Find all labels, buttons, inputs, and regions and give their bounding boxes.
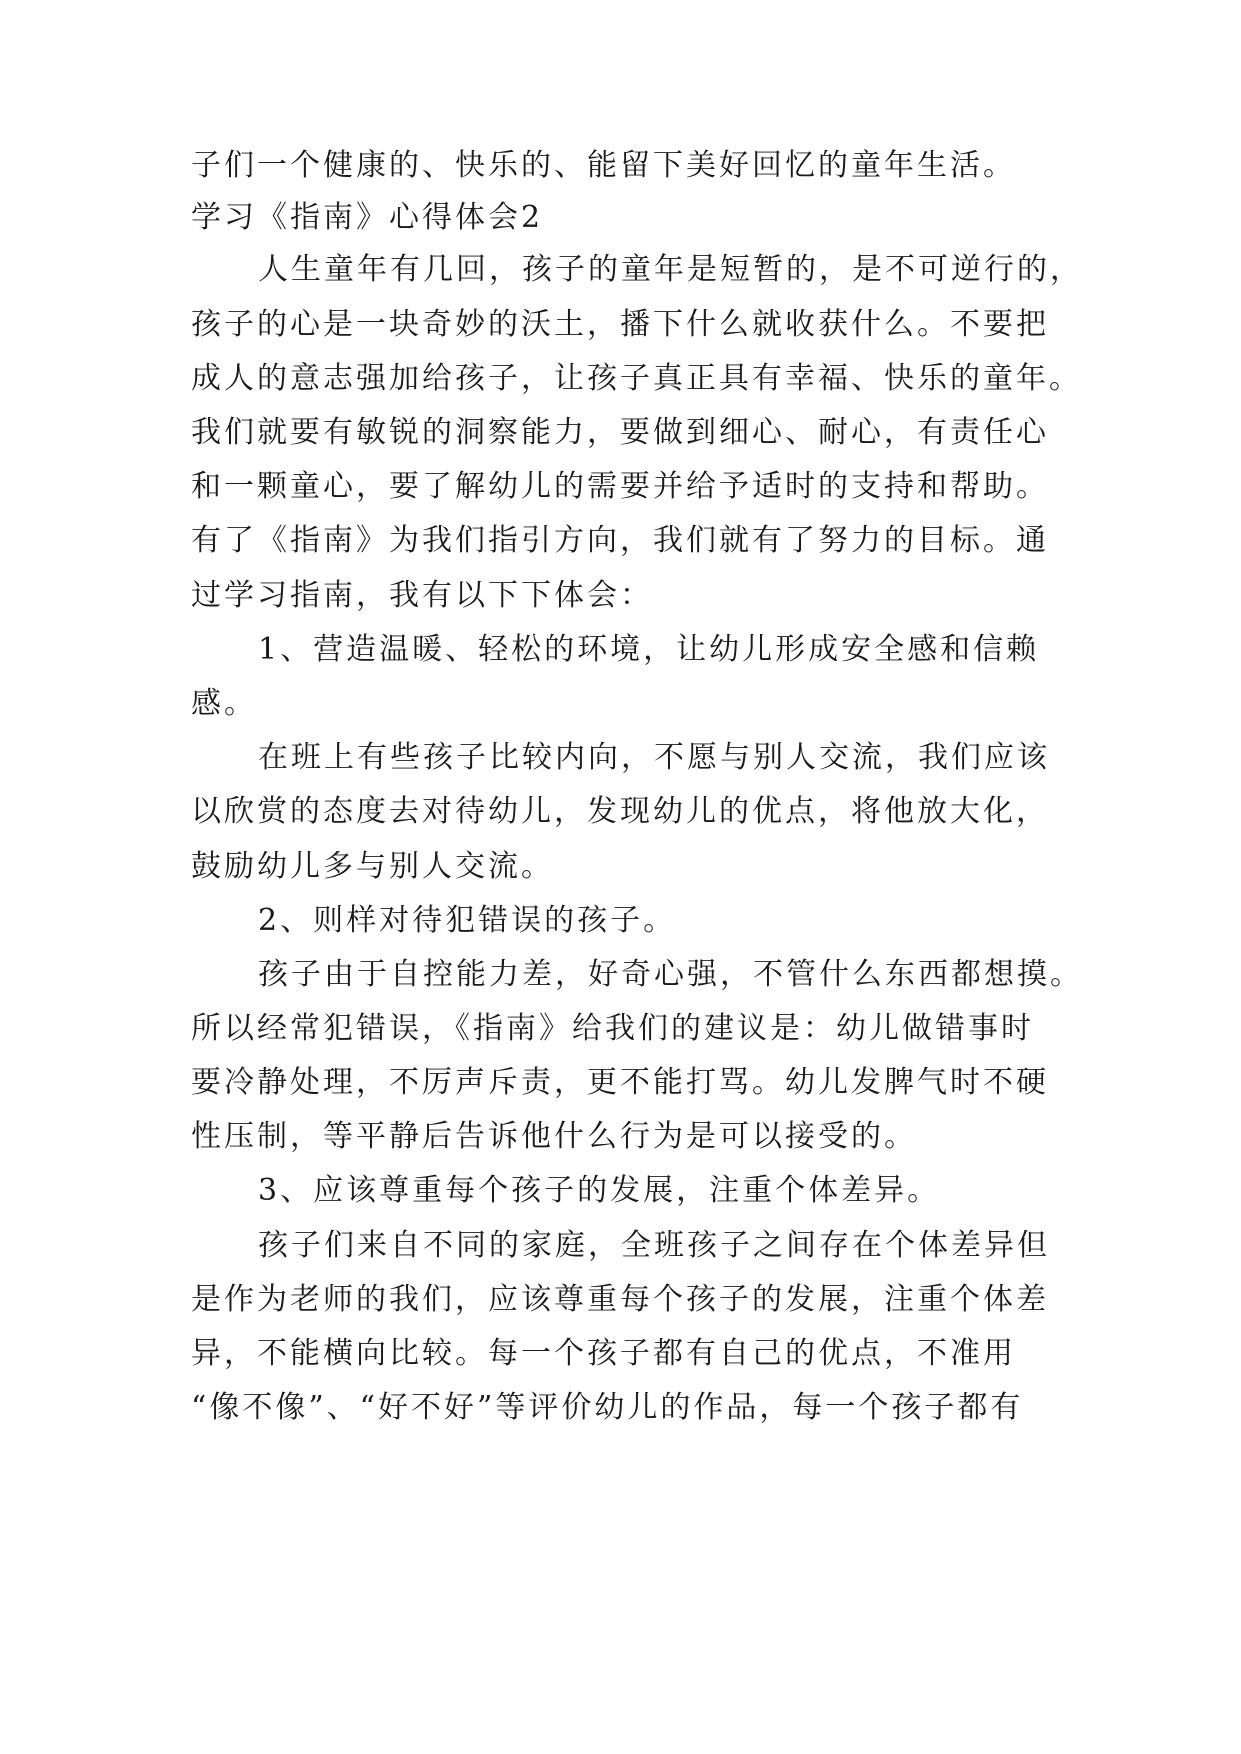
text-line: 在班上有些孩子比较内向，不愿与别人交流，我们应该: [258, 740, 1050, 775]
text-line: 有了《指南》为我们指引方向，我们就有了努力的目标。通: [191, 523, 1049, 558]
text-line: 过学习指南，我有以下下体会：: [191, 578, 653, 613]
text-line: 是作为老师的我们，应该尊重每个孩子的发展，注重个体差: [191, 1282, 1049, 1317]
text-line: 成人的意志强加给孩子，让孩子真正具有幸福、快乐的童年。: [191, 361, 1082, 396]
text-line: 感。: [191, 686, 257, 721]
list-item-heading: 3、应该尊重每个孩子的发展，注重个体差异。: [258, 1173, 941, 1208]
text-line: 以欣赏的态度去对待幼儿，发现幼儿的优点，将他放大化，: [191, 794, 1049, 829]
text-line: 要冷静处理，不厉声斥责，更不能打骂。幼儿发脾气时不硬: [191, 1065, 1049, 1100]
text-line: 我们就要有敏锐的洞察能力，要做到细心、耐心，有责任心: [191, 415, 1049, 450]
text-line: 孩子由于自控能力差，好奇心强，不管什么东西都想摸。: [258, 957, 1083, 992]
list-item-heading: 2、则样对待犯错误的孩子。: [258, 903, 677, 938]
text-line: 人生童年有几回，孩子的童年是短暂的，是不可逆行的，: [258, 252, 1083, 287]
text-line: 孩子的心是一块奇妙的沃土，播下什么就收获什么。不要把: [191, 307, 1049, 342]
text-line: 孩子们来自不同的家庭，全班孩子之间存在个体差异但: [258, 1228, 1050, 1263]
text-line: 子们一个健康的、快乐的、能留下美好回忆的童年生活。: [191, 148, 1016, 183]
text-line: 异，不能横向比较。每一个孩子都有自己的优点，不准用: [191, 1336, 1016, 1371]
list-item-heading: 1、营造温暖、轻松的环境，让幼儿形成安全感和信赖: [258, 632, 1040, 667]
text-line: 性压制，等平静后告诉他什么行为是可以接受的。: [191, 1119, 917, 1154]
text-line: “像不像”、“好不好”等评价幼儿的作品，每一个孩子都有: [191, 1390, 1024, 1425]
text-line: 鼓励幼儿多与别人交流。: [191, 849, 554, 884]
section-heading: 学习《指南》心得体会2: [191, 200, 544, 235]
text-line: 和一颗童心，要了解幼儿的需要并给予适时的支持和帮助。: [191, 469, 1049, 504]
text-line: 所以经常犯错误，《指南》给我们的建议是：幼儿做错事时: [191, 1011, 1034, 1046]
